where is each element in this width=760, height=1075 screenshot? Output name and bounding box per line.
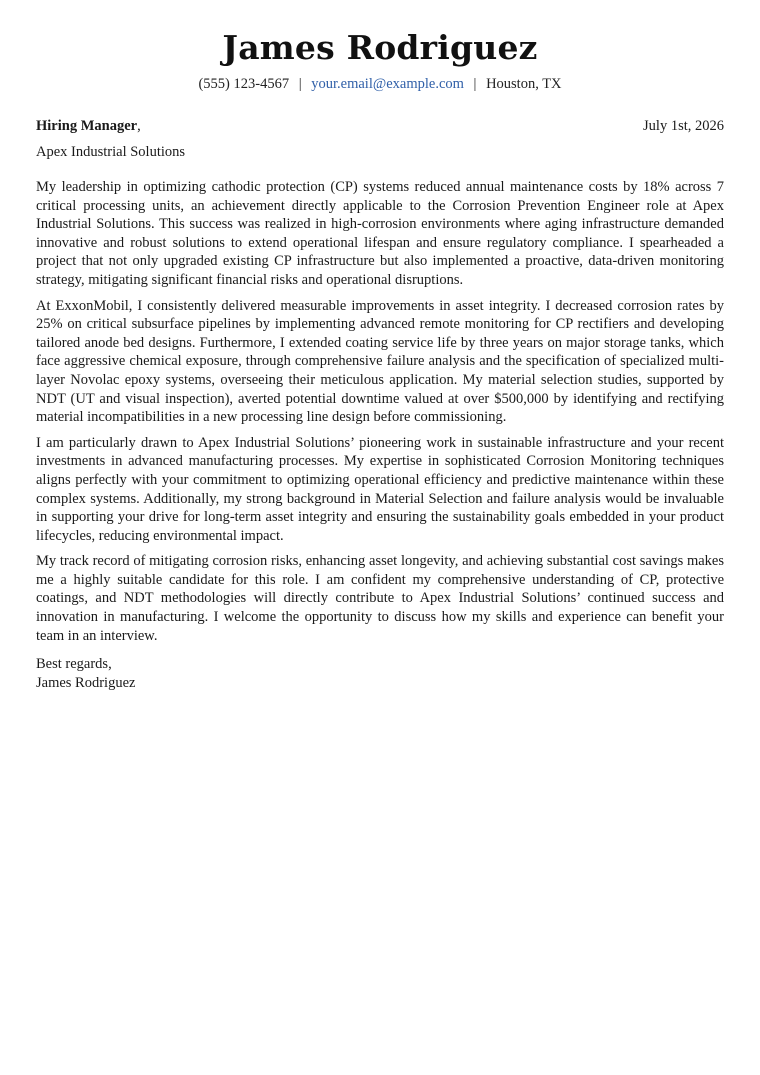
email-link[interactable]: your.email@example.com xyxy=(311,76,464,92)
phone-number: (555) 123-4567 xyxy=(198,76,290,92)
body-paragraph: My track record of mitigating corrosion risks, enhancing asset longevity, and achieving substantial cost savings makes me a highly suitable candidate for this role. I am confident my comprehensive understanding of CP, protective coatings, and NDT methodologies will directly contribute to Apex Industrial Solutions’ continued success and innovation in manufacturing. I welcome the opportunity to discuss how my skills and experience can benefit your team in an interview. xyxy=(36,553,724,644)
recipient-company: Apex Industrial Solutions xyxy=(36,144,186,160)
contact-separator: | xyxy=(298,76,302,92)
recipient-name: Hiring Manager xyxy=(36,118,138,134)
signature-name: James Rodriguez xyxy=(36,675,136,692)
body-paragraph: At ExxonMobil, I consistently delivered measurable improvements in asset integrity. I decreased corrosion rates by 25% on critical subsurface pipelines by implementing advanced remote monitoring for CP rectifiers and developing tailored anode bed designs. Furthermore, I extended coating service life by three years on major storage tanks, which face aggressive chemical exposure, through comprehensive failure analysis and the specification of specialized multi-layer Novolac epoxy systems, overseeing their meticulous application. My material selection studies, supported by NDT (UT and visual inspection), averted potential downtime valued at over $500,000 by identifying and rectifying material incompatibilities in a new processing line design before commissioning. xyxy=(36,297,724,426)
letter-closing xyxy=(36,655,724,693)
location: Houston, TX xyxy=(486,76,562,92)
recipient-date-row xyxy=(36,116,724,136)
contact-separator: | xyxy=(473,76,477,92)
body-paragraph: I am particularly drawn to Apex Industrial Solutions’ pioneering work in sustainable infrastructure and your recent investments in advanced manufacturing processes. My expertise in sophisticated Corrosion Monitoring techniques aligns perfectly with your commitment to optimizing operational efficiency and predictive maintenance within these complex systems. Additionally, my strong background in Material Selection and failure analysis would be invaluable in supporting your drive for long-term asset integrity and ensuring the sustainability goals embedded in your product lifecycles, reducing environmental impact. xyxy=(36,434,724,544)
cover-letter-page xyxy=(36,28,724,693)
recipient-line xyxy=(36,116,141,136)
body-paragraph: My leadership in optimizing cathodic protection (CP) systems reduced annual maintenance costs by 18% across 7 critical processing units, an achievement directly applicable to the Corrosion Prevention Engineer role at Apex Industrial Solutions. This success was realized in high-corrosion environments where aging infrastructure demanded innovative and robust solutions to extend operational lifespan and ensure regulatory compliance. I spearheaded a project that not only upgraded existing CP infrastructure but also implemented a proactive, data-driven monitoring strategy, mitigating significant financial risks and operational disruptions. xyxy=(36,179,724,288)
applicant-name: James Rodriguez xyxy=(222,28,538,67)
recipient-name-suffix: , xyxy=(137,118,141,134)
closing-salutation: Best regards, xyxy=(36,656,112,673)
letter-body xyxy=(36,178,724,645)
contact-line xyxy=(36,74,724,94)
letter-date: July 1st, 2026 xyxy=(643,118,724,134)
